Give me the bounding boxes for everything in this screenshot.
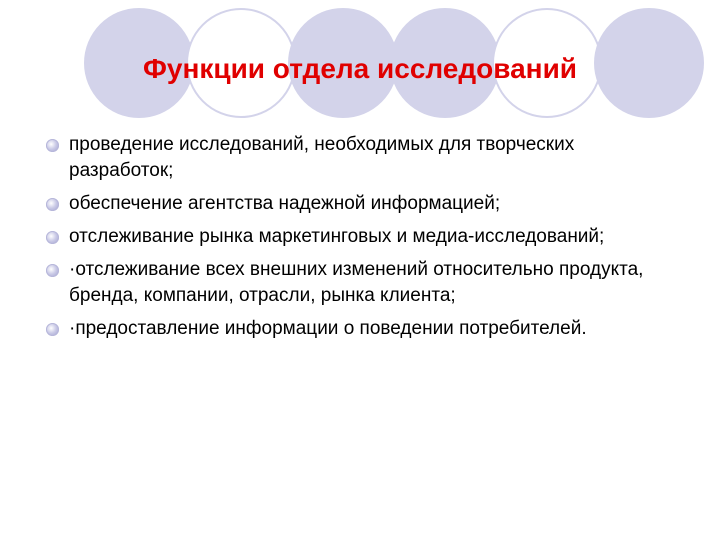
bullet-text: проведение исследований, необходимых для творческих разработок; <box>69 134 575 181</box>
bullet-list <box>46 132 666 349</box>
bullet-item <box>46 316 666 342</box>
slide-title: Функции отдела исследований <box>142 53 578 84</box>
bullet-text: ·отслеживание всех внешних изменений относительно продукта, бренда, компании, отрасли, рынка клиента; <box>69 259 644 306</box>
bullet-disc-icon <box>46 323 59 336</box>
bullet-disc-icon <box>46 231 59 244</box>
bullet-text: отслеживание рынка маркетинговых и медиа-исследований; <box>69 226 605 247</box>
bullet-disc-icon <box>46 198 59 211</box>
bullet-item <box>46 257 666 309</box>
bullet-item <box>46 191 666 217</box>
bullet-text: обеспечение агентства надежной информацией; <box>69 193 501 214</box>
bullet-disc-icon <box>46 264 59 277</box>
bullet-disc-icon <box>46 139 59 152</box>
bullet-item <box>46 224 666 250</box>
bullet-text: ·предоставление информации о поведении потребителей. <box>69 318 587 339</box>
bullet-item <box>46 132 666 184</box>
